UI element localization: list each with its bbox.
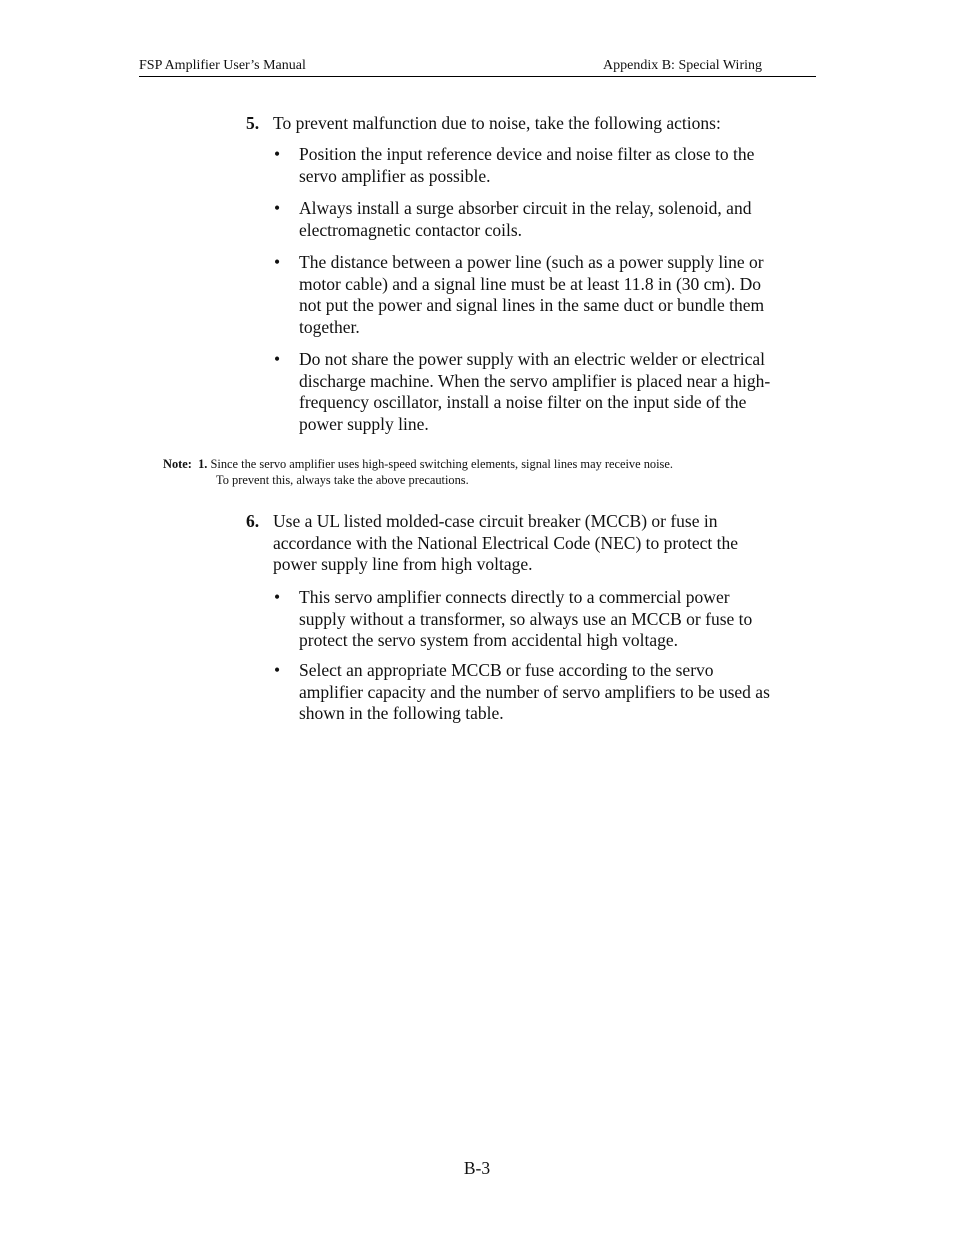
bullet-icon: • bbox=[274, 198, 281, 218]
note-label: Note: bbox=[163, 457, 192, 471]
bullet-line: motor cable) and a signal line must be at least 11.8 in (30 cm). Do bbox=[299, 273, 762, 294]
bullet-icon: • bbox=[274, 660, 281, 680]
item-6-bullet-1 bbox=[274, 587, 753, 652]
note-line-1: Since the servo amplifier uses high-speed switching elements, signal lines may receive noise. bbox=[210, 457, 673, 471]
bullet-line: amplifier capacity and the number of servo amplifiers to be used as bbox=[299, 681, 770, 702]
item-5-bullet-3 bbox=[274, 252, 765, 338]
bullet-line: Position the input reference device and noise filter as close to the bbox=[299, 144, 755, 164]
bullet-line: electromagnetic contactor coils. bbox=[299, 219, 523, 240]
item-5-bullet-1 bbox=[274, 144, 755, 187]
item-5-bullet-4 bbox=[274, 349, 771, 435]
item-5 bbox=[246, 113, 721, 135]
item-6-bullet-2 bbox=[274, 660, 770, 725]
header-rule bbox=[139, 76, 816, 77]
bullet-line: Select an appropriate MCCB or fuse according to the servo bbox=[299, 660, 714, 680]
running-header-title: FSP Amplifier User’s Manual bbox=[139, 58, 306, 73]
bullet-line: supply without a transformer, so always use an MCCB or fuse to bbox=[299, 608, 753, 629]
bullet-line: servo amplifier as possible. bbox=[299, 165, 491, 186]
bullet-line: protect the servo system from accidental high voltage. bbox=[299, 630, 679, 651]
bullet-line: not put the power and signal lines in the same duct or bundle them bbox=[299, 295, 765, 316]
item-5-number: 5. bbox=[246, 113, 260, 133]
bullet-icon: • bbox=[274, 144, 281, 164]
note-line-2: To prevent this, always take the above precautions. bbox=[216, 473, 469, 487]
bullet-line: Do not share the power supply with an electric welder or electrical bbox=[299, 349, 765, 369]
bullet-line: frequency oscillator, install a noise filter on the input side of the bbox=[299, 392, 747, 413]
bullet-line: Always install a surge absorber circuit in the relay, solenoid, and bbox=[299, 198, 752, 218]
item-6-lead-line: accordance with the National Electrical Code (NEC) to protect the bbox=[273, 532, 739, 553]
bullet-icon: • bbox=[274, 349, 281, 369]
item-6-lead-line: Use a UL listed molded-case circuit breaker (MCCB) or fuse in bbox=[273, 511, 718, 531]
bullet-icon: • bbox=[274, 587, 281, 607]
bullet-line: together. bbox=[299, 316, 360, 337]
running-header-section: Appendix B: Special Wiring bbox=[603, 58, 762, 73]
item-5-lead: To prevent malfunction due to noise, take the following actions: bbox=[273, 113, 721, 133]
bullet-line: shown in the following table. bbox=[299, 703, 504, 724]
item-5-bullet-2 bbox=[274, 198, 752, 241]
item-6 bbox=[246, 511, 738, 576]
bullet-line: The distance between a power line (such as a power supply line or bbox=[299, 252, 764, 272]
bullet-line: power supply line. bbox=[299, 413, 429, 434]
page-number: B-3 bbox=[463, 1158, 491, 1178]
bullet-line: discharge machine. When the servo amplifier is placed near a high- bbox=[299, 370, 771, 391]
note-number: 1. bbox=[198, 457, 208, 471]
item-6-lead-line: power supply line from high voltage. bbox=[273, 554, 533, 575]
bullet-line: This servo amplifier connects directly to a commercial power bbox=[299, 587, 730, 607]
note-block bbox=[163, 456, 783, 488]
item-6-number: 6. bbox=[246, 511, 260, 531]
bullet-icon: • bbox=[274, 252, 281, 272]
